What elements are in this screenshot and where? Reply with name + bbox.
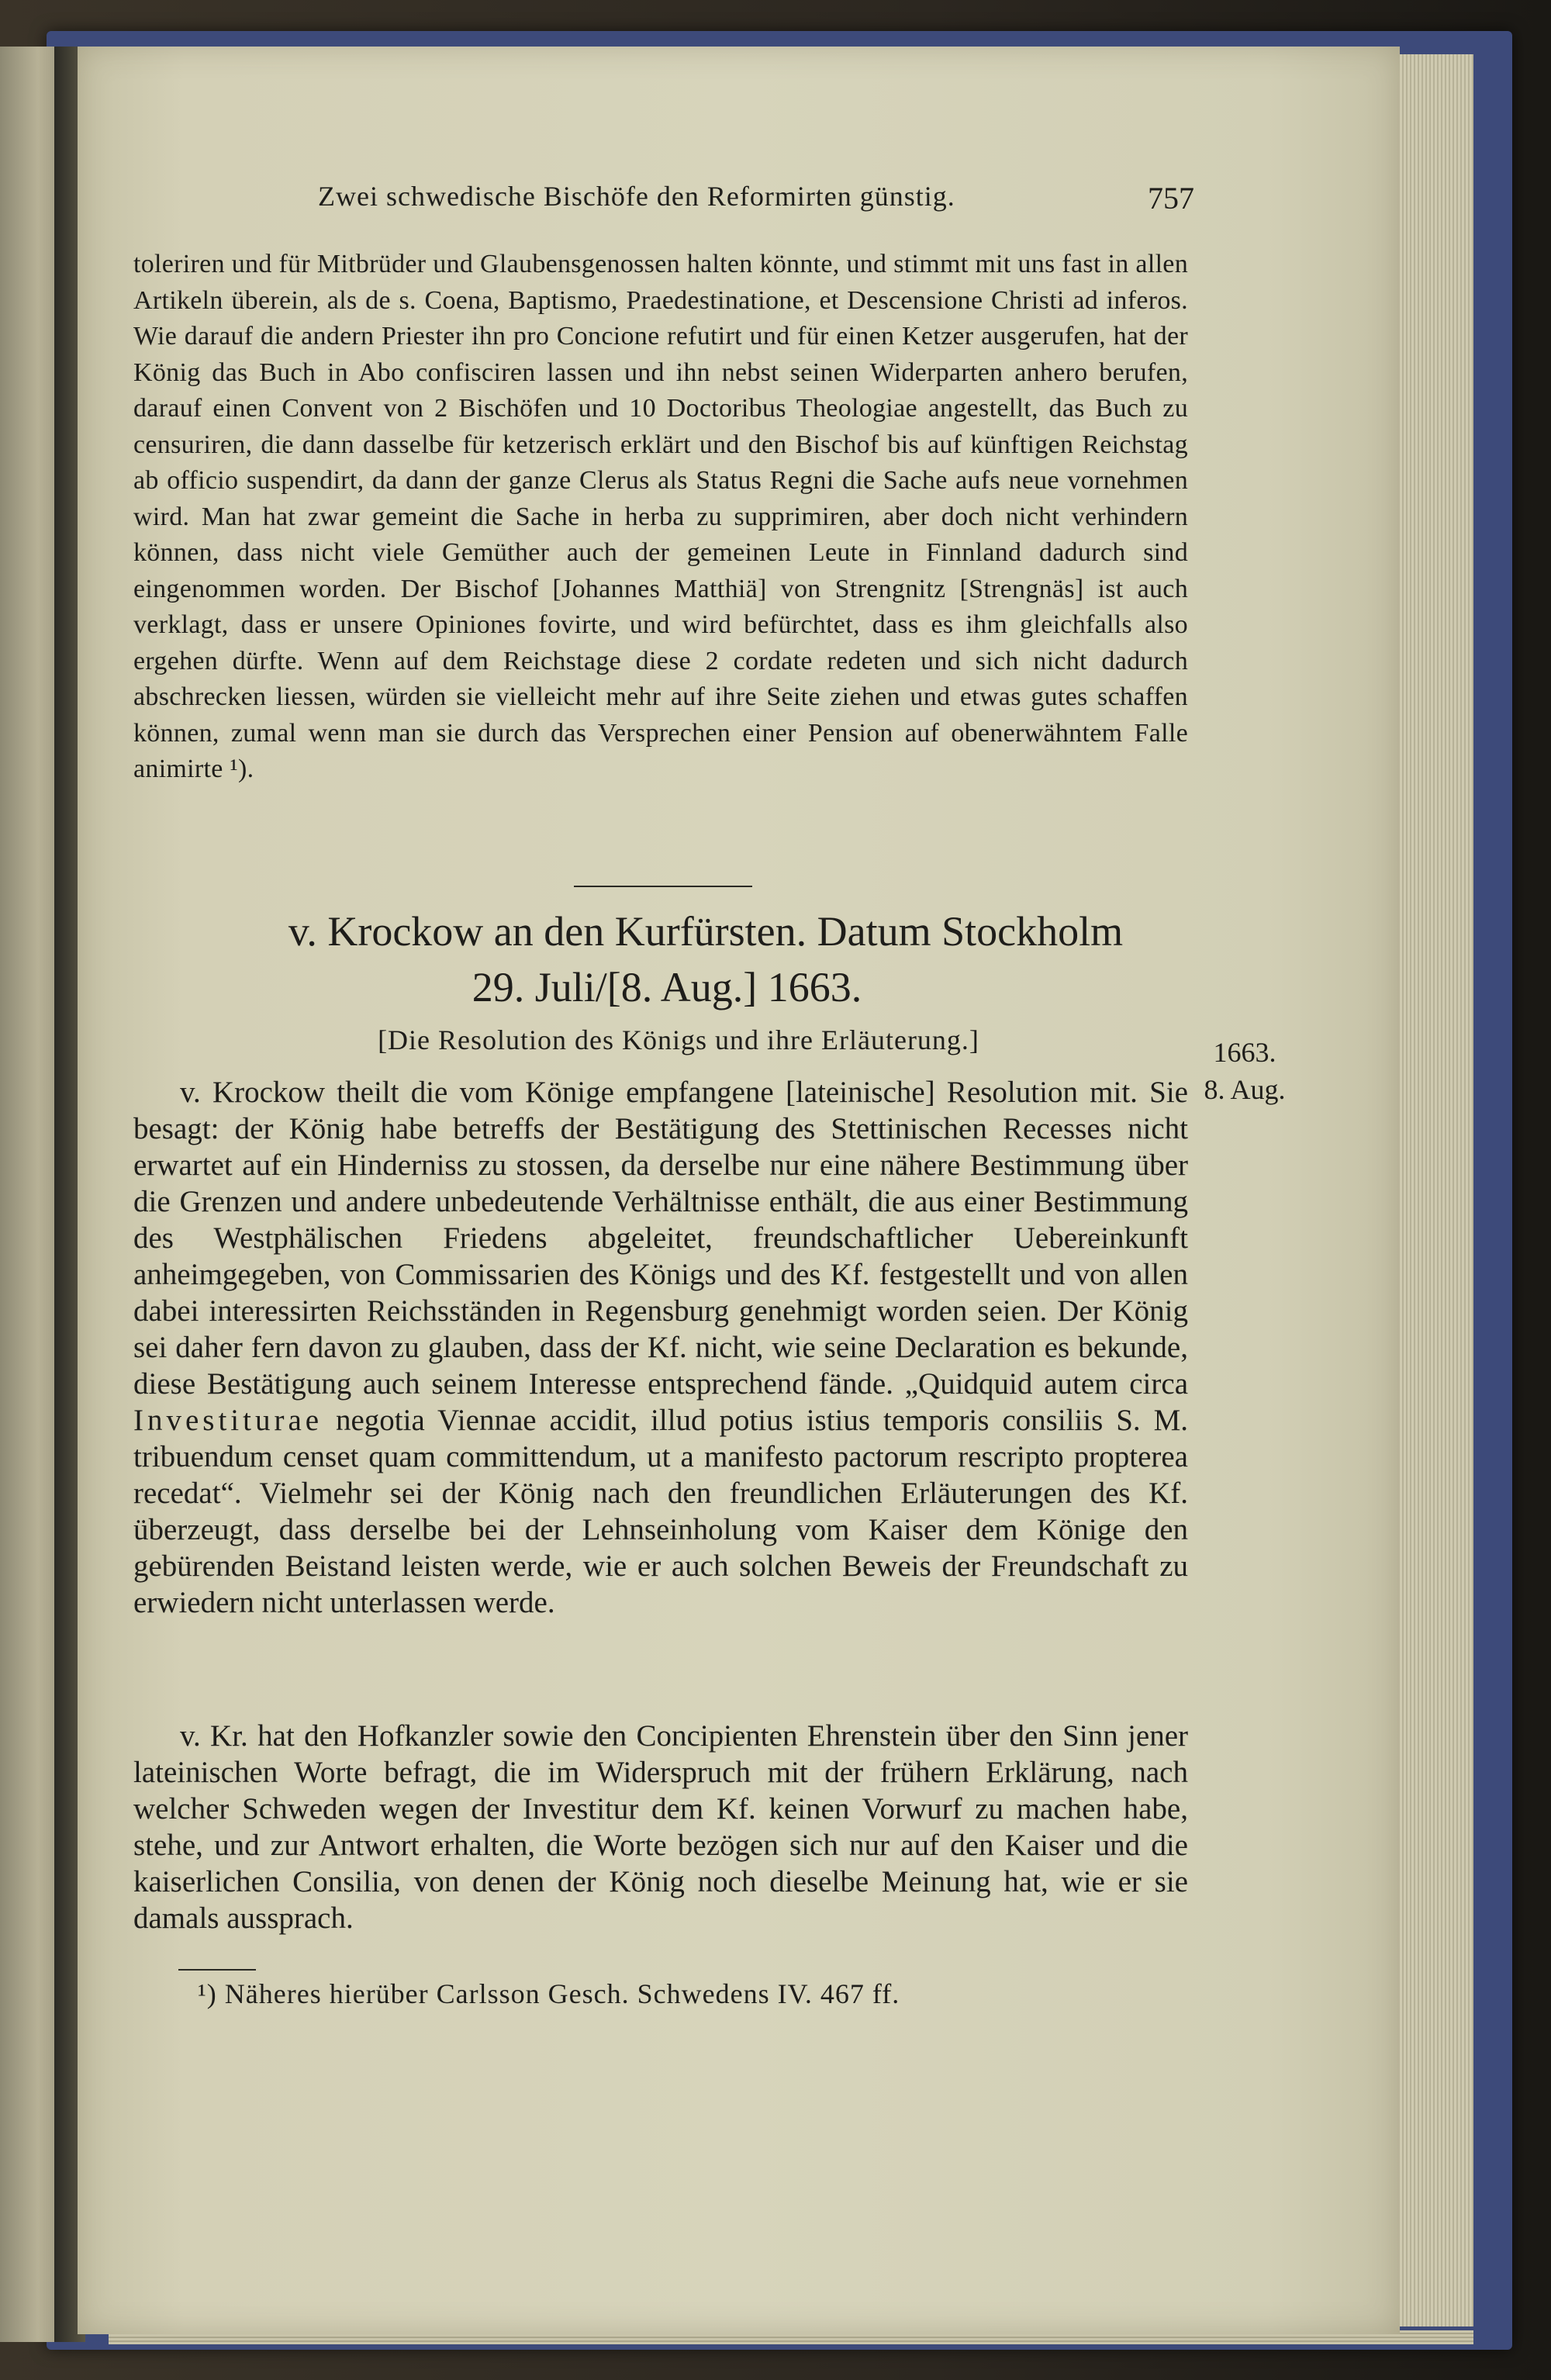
footnote: ¹) Näheres hierüber Carlsson Gesch. Schwedens IV. 467 ff. [198, 1978, 900, 2009]
section-divider [574, 886, 752, 887]
left-page-edge [0, 47, 54, 2342]
top-paragraph: toleriren und für Mitbrüder und Glaubensgenossen halten könnte, und stimmt mit uns fast in allen Artikeln überein, als de s. Coena, Baptismo, Praedestinatione, et Descensione Christi ad inferos. Wie darauf die andern Priester ihn pro Concione refutirt und für einen Ketzer ausgerufen, hat der König das Buch in Abo confisciren lassen und ihn nebst seinen Widerparten anhero berufen, darauf einen Convent von 2 Bischöfen und 10 Doctoribus Theologiae angestellt, das Buch zu censuriren, die dann dasselbe für ketzerisch erklärt und den Bischof bis auf künftigen Reichstag ab officio suspendirt, da dann der ganze Clerus als Status Regni die Sache aufs neue vornehmen wird. Man hat zwar gemeint die Sache in herba zu supprimiren, aber doch nicht verhindern können, dass nicht viele Gemüther auch der gemeinen Leute in Finnland dadurch sind eingenommen worden. Der Bischof [Johannes Matthiä] von Strengnitz [Strengnäs] ist auch verklagt, dass er unsere Opiniones fovirte, und wird befürchtet, dass es ihm gleichfalls also ergehen dürfte. Wenn auf dem Reichstage diese 2 cordate redeten und sich nicht dadurch abschrecken liessen, würden sie vielleicht mehr auf ihre Seite ziehen und etwas gutes schaffen können, zumal wenn man sie durch das Versprechen einer Pension auf obenerwähntem Falle animirte ¹). [133, 250, 1188, 783]
body-paragraph-1-spaced-term: Investiturae [133, 1404, 323, 1437]
footnote-rule [178, 1969, 256, 1971]
page-stack-edge [1396, 54, 1473, 2326]
section-title-line-1: v. Krockow an den Kurfürsten. Datum Stockholm [288, 908, 1124, 955]
section-title-line-2: 29. Juli/[8. Aug.] 1663. [472, 964, 862, 1010]
section-subtitle: [Die Resolution des Königs und ihre Erläuterung.] [378, 1024, 979, 1055]
body-paragraph-1-part-b: negotia Viennae accidit, illud potius istius temporis consiliis S. M. tribuendum censet quam committendum, ut a manifesto pactorum rescripto propterea recedat“. Vielmehr sei der König nach den freundlichen Erläuterungen des Kf. überzeugt, dass derselbe bei der Lehnseinholung vom Kaiser dem Könige den gebürenden Beistand leisten werde, wie er auch solchen Beweis der Freundschaft zu erwiedern nicht unterlassen werde. [133, 1404, 1188, 1619]
page-number: 757 [1148, 181, 1194, 216]
margin-note-year: 1663. [1213, 1037, 1276, 1068]
body-paragraph-2: v. Kr. hat den Hofkanzler sowie den Concipienten Ehrenstein über den Sinn jener lateinischen Worte befragt, die im Widerspruch mit der frühern Erklärung, nach welcher Schweden wegen der Investitur dem Kf. keinen Vorwurf zu machen habe, stehe, und zur Antwort erhalten, die Worte bezögen sich nur auf den Kaiser und die kaiserlichen Consilia, von denen der König noch dieselbe Meinung hat, wie er sie damals aussprach. [133, 1719, 1188, 1935]
body-paragraph-1 [133, 1074, 1188, 1621]
margin-note-date: 8. Aug. [1204, 1074, 1286, 1105]
running-header: Zwei schwedische Bischöfe den Reformirten günstig. [318, 181, 955, 212]
body-paragraph-1-part-a: v. Krockow theilt die vom Könige empfangene [lateinische] Resolution mit. Sie besagt: der König habe betreffs der Bestätigung des Stettinischen Recesses nicht erwartet auf ein Hinderniss zu stossen, da derselbe nur eine nähere Bestimmung über die Grenzen und andere unbedeutende Verhältnisse enthält, die aus einer Bestimmung des Westphälischen Friedens abgeleitet, freundschaftlicher Uebereinkunft anheimgegeben, von Commissarien des Königs und des Kf. festgestellt und von allen dabei interessirten Reichsständen in Regensburg genehmigt worden seien. Der König sei daher fern davon zu glauben, dass der Kf. nicht, wie seine Declaration es bekunde, diese Bestätigung auch seinem Interesse entsprechend fände. „Quidquid autem circa [133, 1076, 1188, 1401]
